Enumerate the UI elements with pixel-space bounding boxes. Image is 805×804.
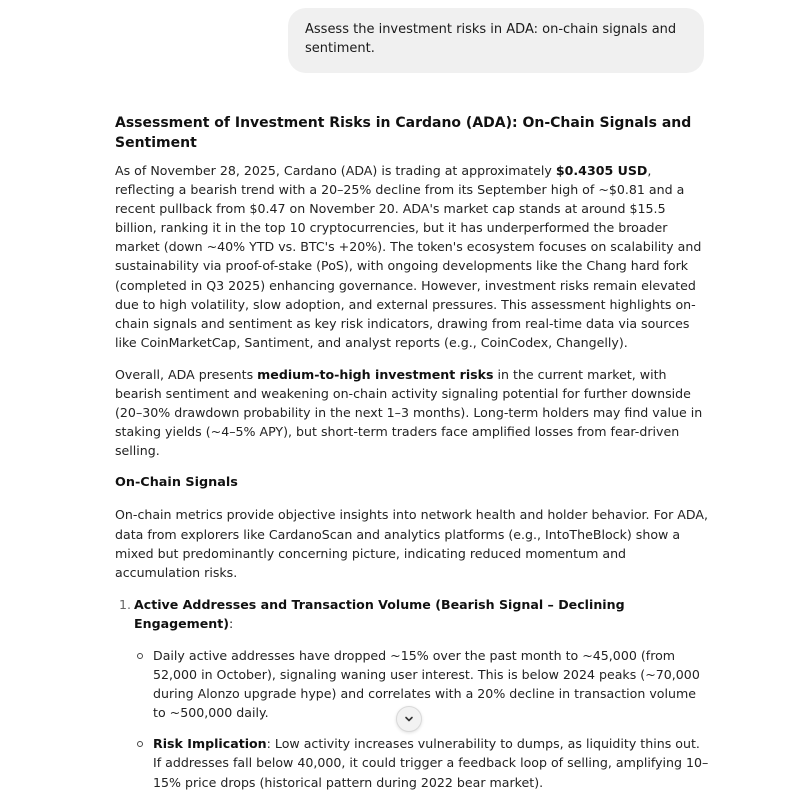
hollow-bullet-icon xyxy=(137,653,143,659)
overall-paragraph: Overall, ADA presents medium-to-high investment risks in the current market, with bearish sentiment and weakening on-chain activity signaling potential for further downside (20–30% drawdown probability in the next 1–3 months). Long-term holders may find value in staking yields (~4–5% APY), but short-term traders face amplified losses from fear-driven selling. xyxy=(115,366,703,459)
risk-level-emphasis: medium-to-high investment risks xyxy=(257,366,494,382)
list-item-title: Active Addresses and Transaction Volume (Bearish Signal – Declining Engagement) xyxy=(134,596,625,631)
sub-list-item xyxy=(115,734,709,791)
user-message-bubble xyxy=(288,8,704,73)
list-item: 1. Active Addresses and Transaction Volume (Bearish Signal – Declining Engagement): xyxy=(119,596,625,631)
user-message-text: Assess the investment risks in ADA: on-chain signals and sentiment. xyxy=(305,22,677,56)
sub-item-text: : Low activity increases vulnerability to dumps, as liquidity thins out. If addresses fall below 40,000, it could trigger a feedback loop of selling, amplifying 10–15% price drops (historical pattern during 2022 bear market). xyxy=(153,736,709,790)
section-intro-paragraph: On-chain metrics provide objective insights into network health and holder behavior. For ADA, data from explorers like CardanoScan and analytics platforms (e.g., IntoTheBlock) show a mixed but predominantly concerning picture, indicating reduced momentum and accumulation risks. xyxy=(115,507,708,580)
response-title: Assessment of Investment Risks in Cardano (ADA): On-Chain Signals and Sentiment xyxy=(115,115,692,151)
list-number: 1. xyxy=(119,596,132,612)
sub-item-text: Daily active addresses have dropped ~15% over the past month to ~45,000 (from 52,000 in October), signaling waning user interest. This is below 2024 peaks (~70,000 during Alonzo upgrade hype) and correlates with a 20% decline in transaction volume to ~500,000 daily. xyxy=(153,647,700,721)
section-heading: On-Chain Signals xyxy=(115,475,238,491)
chevron-down-icon xyxy=(404,714,414,724)
hollow-bullet-icon xyxy=(137,741,143,747)
intro-paragraph: As of November 28, 2025, Cardano (ADA) is trading at approximately $0.4305 USD, reflecting a bearish trend with a 20–25% decline from its September high of ~$0.81 and a recent pullback from $0.47 on November 20. ADA's market cap stands at around $15.5 billion, ranking it in the top 10 cryptocurrencies, but it has underperformed the broader market (down ~40% YTD vs. BTC's +20%). The token's ecosystem focuses on scalability and sustainability via proof-of-stake (PoS), with ongoing developments like the Chang hard fork (completed in Q3 2025) enhancing governance. However, investment risks remain elevated due to high volatility, slow adoption, and external pressures. This assessment highlights on-chain signals and sentiment as key risk indicators, drawing from real-time data via sources like CoinMarketCap, Santiment, and analyst reports (e.g., CoinCodex, Changelly). xyxy=(115,163,702,350)
scroll-to-bottom-button[interactable] xyxy=(396,706,422,732)
sub-item-label: Risk Implication xyxy=(153,736,267,752)
assistant-response xyxy=(115,113,709,804)
price-emphasis: $0.4305 USD xyxy=(555,163,648,178)
